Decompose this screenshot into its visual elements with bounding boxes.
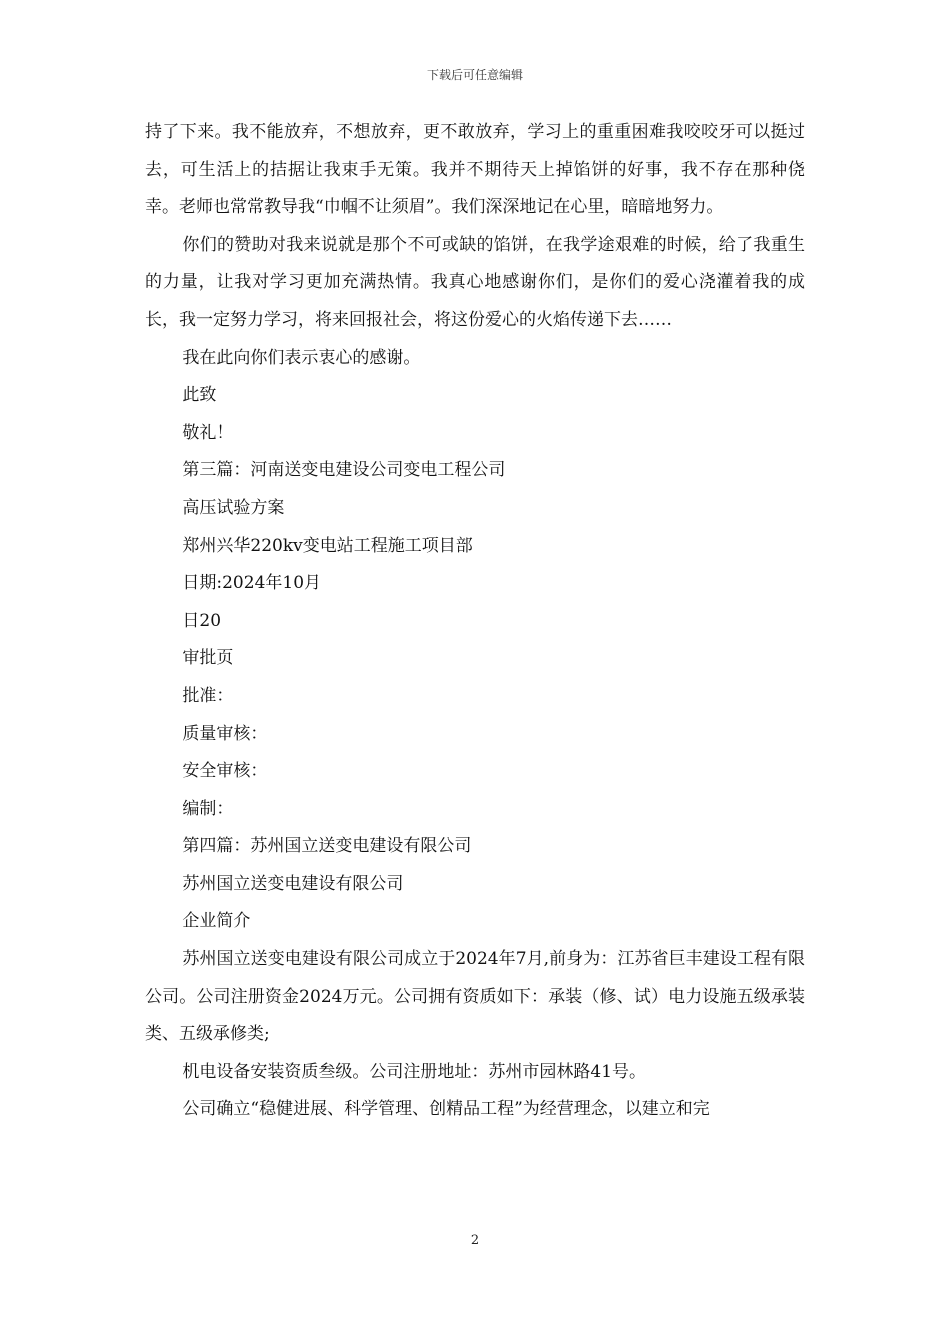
paragraph-gratitude: 我在此向你们表示衷心的感谢。	[182, 347, 421, 368]
paragraph-company-address: 机电设备安装资质叁级。公司注册地址：苏州市园林路41号。	[182, 1061, 647, 1082]
approval-field-safety: 安全审核：	[182, 761, 268, 782]
document-title-line: 高压试验方案	[182, 497, 285, 518]
closing-salutation: 此致	[182, 385, 217, 406]
approval-field-compiler: 编制：	[182, 798, 234, 819]
page-header: 下载后可任意编辑	[426, 68, 523, 82]
paragraph-company-intro: 苏州国立送变电建设有限公司成立于2024年7月,前身为：江苏省巨丰建设工程有限公司。公司注册资金2024万元。公司拥有资质如下：承装（修、试）电力设施五级承装类、五级承修类;	[145, 949, 805, 1045]
section-heading-four: 第四篇：苏州国立送变电建设有限公司	[182, 836, 472, 857]
document-body	[145, 114, 805, 1129]
paragraph-thanks: 你们的赞助对我来说就是那个不可或缺的馅饼，在我学途艰难的时候，给了我重生的力量，让我对学习更加充满热情。我真心地感谢你们，是你们的爱心浇灌着我的成长，我一定努力学习，将来回报社会，将这份爱心的火焰传递下去……	[145, 234, 805, 330]
company-profile-title: 企业简介	[182, 911, 251, 932]
paragraph-continuation: 持了下来。我不能放弃，不想放弃，更不敢放弃，学习上的重重困难我咬咬牙可以挺过去，可生活上的拮据让我束手无策。我并不期待天上掉馅饼的好事，我不存在那种侥幸。老师也常常教导我“巾帼不让须眉”。我们深深地记在心里，暗暗地努力。	[145, 122, 805, 218]
project-department-line: 郑州兴华220kv变电站工程施工项目部	[182, 535, 473, 556]
approval-page-title: 审批页	[182, 648, 234, 669]
approval-field-approve: 批准：	[182, 685, 234, 706]
date-day-line: 日20	[182, 610, 222, 631]
paragraph-company-philosophy: 公司确立“稳健进展、科学管理、创精品工程”为经营理念，以建立和完	[182, 1099, 710, 1120]
company-name-line: 苏州国立送变电建设有限公司	[182, 873, 404, 894]
date-line: 日期:2024年10月	[182, 573, 322, 594]
page-number: 2	[470, 1233, 480, 1248]
closing-regards: 敬礼！	[182, 422, 234, 443]
approval-field-quality: 质量审核：	[182, 723, 268, 744]
section-heading-three: 第三篇：河南送变电建设公司变电工程公司	[182, 460, 506, 481]
